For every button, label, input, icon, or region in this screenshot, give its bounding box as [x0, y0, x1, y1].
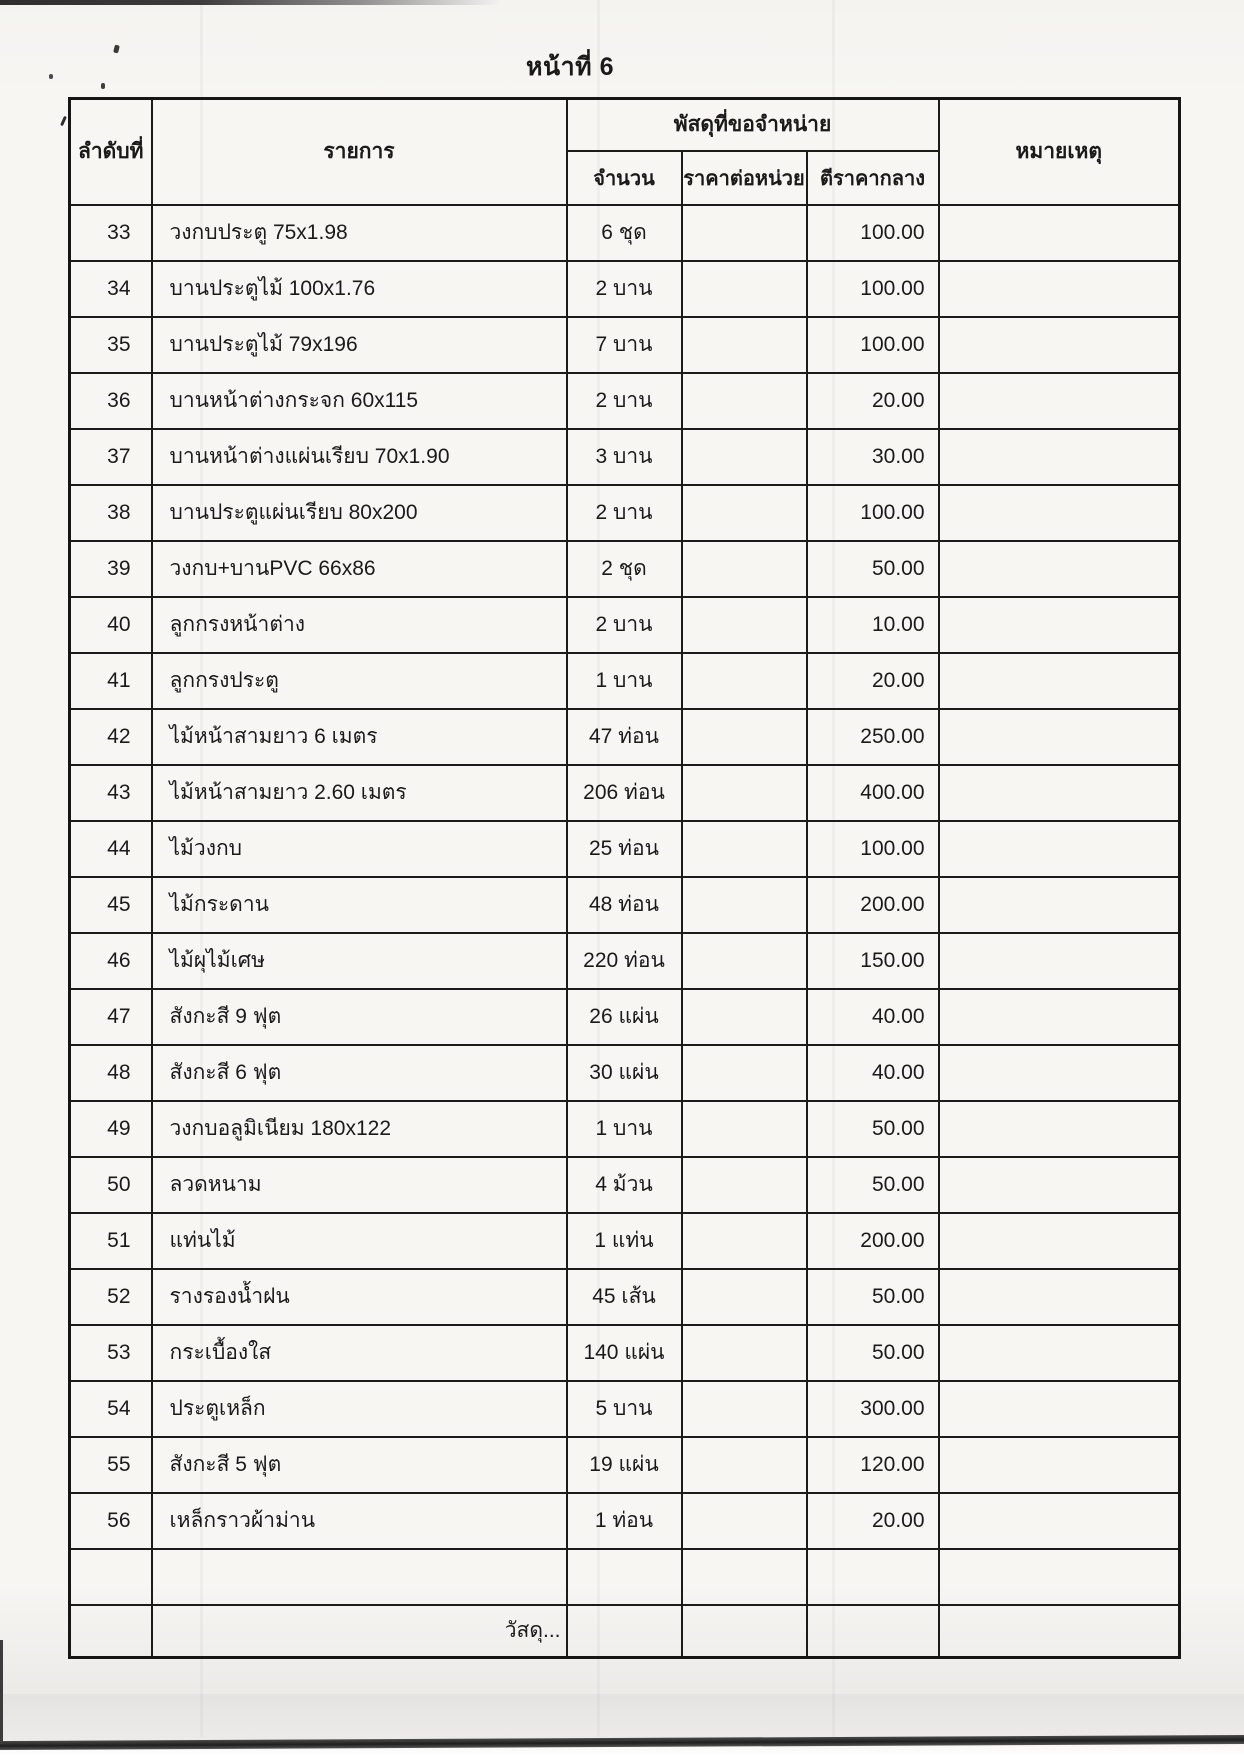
- cell-item: ไม้กระดาน: [152, 877, 567, 933]
- continuation-row: [70, 1605, 1180, 1658]
- cell-remark: [939, 765, 1180, 821]
- cell-qty: 4 ม้วน: [567, 1157, 682, 1213]
- cell-unit-price: [682, 709, 807, 765]
- cell-unit-price: [682, 485, 807, 541]
- cell-qty: 1 บาน: [567, 1101, 682, 1157]
- cell-qty: 1 บาน: [567, 653, 682, 709]
- cell-qty: 2 ชุด: [567, 541, 682, 597]
- table-row: [70, 1325, 1180, 1381]
- cell-mid-price: 50.00: [807, 541, 939, 597]
- cell-unit-price: [682, 821, 807, 877]
- cell-no: 36: [70, 373, 152, 429]
- cell-remark: [939, 821, 1180, 877]
- header-mid-price: ตีราคากลาง: [807, 151, 939, 205]
- cell-item: ลวดหนาม: [152, 1157, 567, 1213]
- cell-qty: 47 ท่อน: [567, 709, 682, 765]
- cell-item: วงกบประตู 75x1.98: [152, 205, 567, 261]
- cell-no: 37: [70, 429, 152, 485]
- cell-item: แท่นไม้: [152, 1213, 567, 1269]
- cell-item: บานประตูไม้ 79x196: [152, 317, 567, 373]
- cell-qty: 5 บาน: [567, 1381, 682, 1437]
- cell-item: ไม้หน้าสามยาว 6 เมตร: [152, 709, 567, 765]
- header-item: รายการ: [152, 99, 567, 205]
- table-row: [70, 429, 1180, 485]
- cell-qty: [567, 1605, 682, 1658]
- header-unit-price: ราคาต่อหน่วย: [682, 151, 807, 205]
- cell-unit-price: [682, 933, 807, 989]
- cell-remark: [939, 1381, 1180, 1437]
- cell-item: ไม้หน้าสามยาว 2.60 เมตร: [152, 765, 567, 821]
- table-row: [70, 205, 1180, 261]
- cell-no: 48: [70, 1045, 152, 1101]
- cell-no: 35: [70, 317, 152, 373]
- cell-unit-price: [682, 653, 807, 709]
- cell-item: เหล็กราวผ้าม่าน: [152, 1493, 567, 1549]
- cell-item: บานประตูแผ่นเรียบ 80x200: [152, 485, 567, 541]
- cell-qty: 206 ท่อน: [567, 765, 682, 821]
- table-header: [70, 99, 1180, 205]
- cell-mid-price: 50.00: [807, 1157, 939, 1213]
- header-qty: จำนวน: [567, 151, 682, 205]
- cell-no: [70, 1549, 152, 1605]
- cell-no: 55: [70, 1437, 152, 1493]
- cell-no: 40: [70, 597, 152, 653]
- table-row: [70, 933, 1180, 989]
- cell-qty: [567, 1549, 682, 1605]
- table-row: [70, 709, 1180, 765]
- cell-no: [70, 1605, 152, 1658]
- cell-item: ลูกกรงหน้าต่าง: [152, 597, 567, 653]
- table-row: [70, 653, 1180, 709]
- page-title: หน้าที่ 6: [526, 53, 614, 81]
- table-row: [70, 317, 1180, 373]
- table-row: [70, 1045, 1180, 1101]
- table-body: [70, 205, 1180, 1658]
- cell-qty: 19 แผ่น: [567, 1437, 682, 1493]
- cell-no: 47: [70, 989, 152, 1045]
- cell-no: 34: [70, 261, 152, 317]
- table-row: [70, 1493, 1180, 1549]
- cell-unit-price: [682, 597, 807, 653]
- table-row: [70, 1549, 1180, 1605]
- cell-mid-price: 40.00: [807, 1045, 939, 1101]
- scan-artifact-tick: [60, 116, 67, 126]
- cell-unit-price: [682, 429, 807, 485]
- cell-mid-price: 30.00: [807, 429, 939, 485]
- cell-mid-price: 20.00: [807, 373, 939, 429]
- table-row: [70, 821, 1180, 877]
- cell-mid-price: 40.00: [807, 989, 939, 1045]
- cell-unit-price: [682, 1605, 807, 1658]
- table-row: [70, 1381, 1180, 1437]
- cell-unit-price: [682, 541, 807, 597]
- cell-unit-price: [682, 1437, 807, 1493]
- cell-mid-price: [807, 1605, 939, 1658]
- cell-qty: 45 เส้น: [567, 1269, 682, 1325]
- cell-item: บานหน้าต่างกระจก 60x115: [152, 373, 567, 429]
- cell-remark: [939, 1605, 1180, 1658]
- cell-unit-price: [682, 1269, 807, 1325]
- cell-no: 33: [70, 205, 152, 261]
- table-row: [70, 597, 1180, 653]
- cell-mid-price: 120.00: [807, 1437, 939, 1493]
- cell-remark: [939, 317, 1180, 373]
- cell-unit-price: [682, 1549, 807, 1605]
- cell-unit-price: [682, 1101, 807, 1157]
- cell-qty: 2 บาน: [567, 485, 682, 541]
- cell-no: 49: [70, 1101, 152, 1157]
- cell-no: 44: [70, 821, 152, 877]
- cell-unit-price: [682, 317, 807, 373]
- cell-no: 43: [70, 765, 152, 821]
- cell-item: รางรองน้ำฝน: [152, 1269, 567, 1325]
- cell-remark: [939, 1269, 1180, 1325]
- cell-unit-price: [682, 1213, 807, 1269]
- cell-no: 38: [70, 485, 152, 541]
- cell-unit-price: [682, 1325, 807, 1381]
- table-row: [70, 1269, 1180, 1325]
- scan-artifact-bottom-shade: [0, 1694, 1244, 1740]
- cell-mid-price: 100.00: [807, 317, 939, 373]
- cell-item: ไม้วงกบ: [152, 821, 567, 877]
- table-row: [70, 541, 1180, 597]
- cell-no: 53: [70, 1325, 152, 1381]
- table-row: [70, 261, 1180, 317]
- table-row: [70, 373, 1180, 429]
- cell-mid-price: [807, 1549, 939, 1605]
- cell-mid-price: 100.00: [807, 821, 939, 877]
- cell-unit-price: [682, 1157, 807, 1213]
- scan-artifact-left-edge: [0, 1640, 3, 1744]
- cell-no: 42: [70, 709, 152, 765]
- cell-item: วงกบอลูมิเนียม 180x122: [152, 1101, 567, 1157]
- cell-item: ไม้ผุไม้เศษ: [152, 933, 567, 989]
- cell-qty: 220 ท่อน: [567, 933, 682, 989]
- cell-mid-price: 400.00: [807, 765, 939, 821]
- cell-unit-price: [682, 1381, 807, 1437]
- cell-item: ลูกกรงประตู: [152, 653, 567, 709]
- cell-qty: 1 ท่อน: [567, 1493, 682, 1549]
- cell-no: 54: [70, 1381, 152, 1437]
- cell-remark: [939, 205, 1180, 261]
- cell-remark: [939, 1045, 1180, 1101]
- cell-mid-price: 250.00: [807, 709, 939, 765]
- cell-unit-price: [682, 877, 807, 933]
- cell-item: สังกะสี 6 ฟุต: [152, 1045, 567, 1101]
- cell-unit-price: [682, 1493, 807, 1549]
- cell-unit-price: [682, 989, 807, 1045]
- cell-mid-price: 150.00: [807, 933, 939, 989]
- cell-qty: 7 บาน: [567, 317, 682, 373]
- cell-unit-price: [682, 373, 807, 429]
- cell-qty: 3 บาน: [567, 429, 682, 485]
- cell-mid-price: 200.00: [807, 877, 939, 933]
- cell-mid-price: 50.00: [807, 1269, 939, 1325]
- cell-mid-price: 100.00: [807, 485, 939, 541]
- cell-unit-price: [682, 261, 807, 317]
- continuation-marker: วัสดุ...: [152, 1605, 567, 1658]
- cell-qty: 140 แผ่น: [567, 1325, 682, 1381]
- cell-item: วงกบ+บานPVC 66x86: [152, 541, 567, 597]
- cell-item: กระเบื้องใส: [152, 1325, 567, 1381]
- table-row: [70, 485, 1180, 541]
- cell-remark: [939, 709, 1180, 765]
- cell-mid-price: 10.00: [807, 597, 939, 653]
- cell-unit-price: [682, 765, 807, 821]
- cell-remark: [939, 1493, 1180, 1549]
- cell-qty: 48 ท่อน: [567, 877, 682, 933]
- cell-item: ประตูเหล็ก: [152, 1381, 567, 1437]
- cell-qty: 2 บาน: [567, 373, 682, 429]
- cell-qty: 26 แผ่น: [567, 989, 682, 1045]
- header-no: ลำดับที่: [70, 99, 152, 205]
- table-row: [70, 1213, 1180, 1269]
- table-row: [70, 1437, 1180, 1493]
- cell-qty: 25 ท่อน: [567, 821, 682, 877]
- table-row: [70, 1157, 1180, 1213]
- cell-item: สังกะสี 9 ฟุต: [152, 989, 567, 1045]
- cell-remark: [939, 261, 1180, 317]
- header-group-disposal: พัสดุที่ขอจำหน่าย: [567, 99, 939, 151]
- table-row: [70, 989, 1180, 1045]
- cell-no: 52: [70, 1269, 152, 1325]
- cell-remark: [939, 541, 1180, 597]
- cell-remark: [939, 1213, 1180, 1269]
- cell-remark: [939, 1325, 1180, 1381]
- cell-mid-price: 50.00: [807, 1325, 939, 1381]
- cell-remark: [939, 1157, 1180, 1213]
- cell-mid-price: 300.00: [807, 1381, 939, 1437]
- cell-qty: 2 บาน: [567, 261, 682, 317]
- cell-no: 50: [70, 1157, 152, 1213]
- cell-remark: [939, 933, 1180, 989]
- cell-mid-price: 200.00: [807, 1213, 939, 1269]
- scan-artifact-top-band: [0, 0, 500, 5]
- cell-remark: [939, 989, 1180, 1045]
- cell-mid-price: 20.00: [807, 653, 939, 709]
- cell-qty: 6 ชุด: [567, 205, 682, 261]
- header-remark: หมายเหตุ: [939, 99, 1180, 205]
- cell-no: 39: [70, 541, 152, 597]
- cell-item: สังกะสี 5 ฟุต: [152, 1437, 567, 1493]
- cell-remark: [939, 1437, 1180, 1493]
- cell-remark: [939, 877, 1180, 933]
- cell-no: 46: [70, 933, 152, 989]
- cell-item: บานประตูไม้ 100x1.76: [152, 261, 567, 317]
- cell-remark: [939, 429, 1180, 485]
- cell-remark: [939, 597, 1180, 653]
- cell-remark: [939, 485, 1180, 541]
- cell-item: [152, 1549, 567, 1605]
- cell-remark: [939, 1549, 1180, 1605]
- cell-mid-price: 20.00: [807, 1493, 939, 1549]
- cell-unit-price: [682, 205, 807, 261]
- cell-remark: [939, 653, 1180, 709]
- cell-no: 41: [70, 653, 152, 709]
- cell-unit-price: [682, 1045, 807, 1101]
- cell-remark: [939, 1101, 1180, 1157]
- cell-mid-price: 100.00: [807, 261, 939, 317]
- table-row: [70, 765, 1180, 821]
- cell-no: 51: [70, 1213, 152, 1269]
- cell-no: 56: [70, 1493, 152, 1549]
- cell-mid-price: 100.00: [807, 205, 939, 261]
- table-row: [70, 1101, 1180, 1157]
- cell-item: บานหน้าต่างแผ่นเรียบ 70x1.90: [152, 429, 567, 485]
- cell-qty: 2 บาน: [567, 597, 682, 653]
- cell-qty: 30 แผ่น: [567, 1045, 682, 1101]
- cell-remark: [939, 373, 1180, 429]
- cell-no: 45: [70, 877, 152, 933]
- table-row: [70, 877, 1180, 933]
- cell-qty: 1 แท่น: [567, 1213, 682, 1269]
- cell-mid-price: 50.00: [807, 1101, 939, 1157]
- disposal-items-table: [68, 97, 1181, 1659]
